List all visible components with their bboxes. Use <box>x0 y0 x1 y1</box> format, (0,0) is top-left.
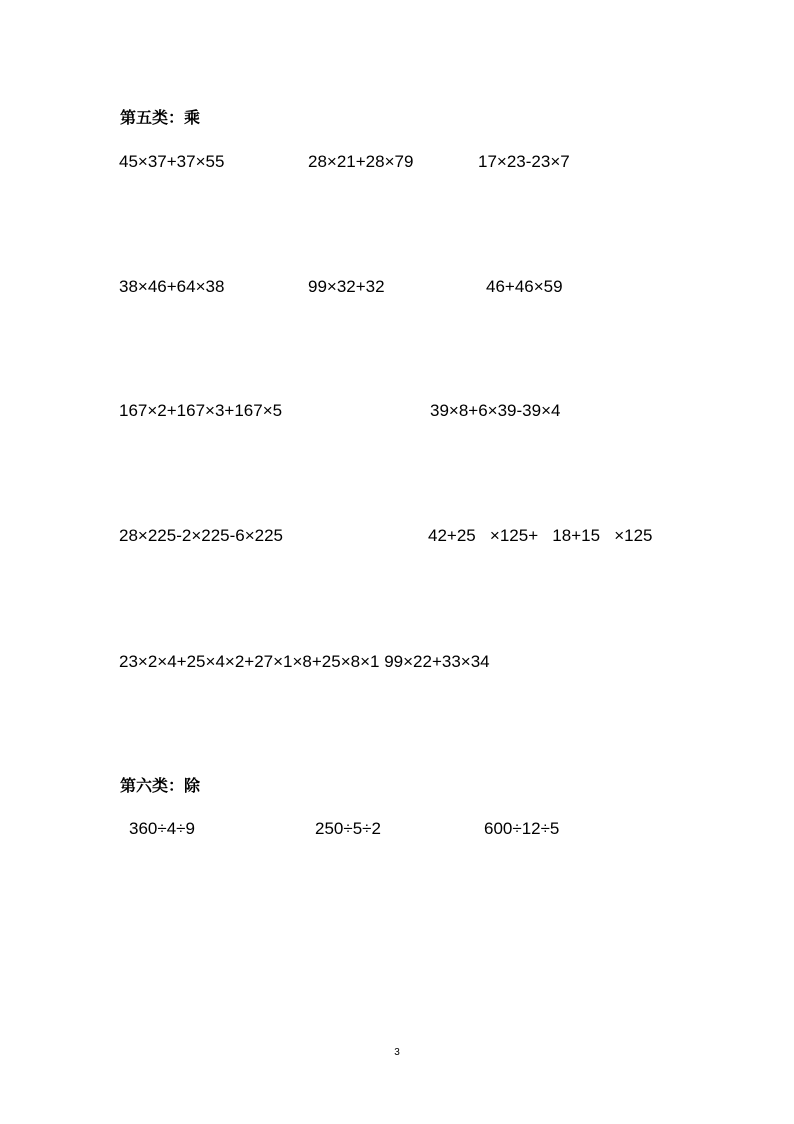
expression: 167×2+167×3+167×5 <box>119 401 283 420</box>
expression: 99×32+32 <box>308 277 385 296</box>
expression: 39×8+6×39-39×4 <box>430 401 561 420</box>
page-number: 3 <box>394 1047 400 1058</box>
expression: 38×46+64×38 <box>119 277 225 296</box>
expression: 360÷4÷9 <box>129 819 195 838</box>
expression: 23×2×4+25×4×2+27×1×8+25×8×1 99×22+33×34 <box>119 652 490 671</box>
expression: 17×23-23×7 <box>478 152 570 171</box>
expression: 28×225-2×225-6×225 <box>119 526 284 545</box>
expression: 42+25 ×125+ 18+15 ×125 <box>428 526 653 545</box>
expression: 600÷12÷5 <box>484 819 560 838</box>
expression: 46+46×59 <box>486 277 563 296</box>
expression: 250÷5÷2 <box>315 819 381 838</box>
expression: 28×21+28×79 <box>308 152 414 171</box>
section-heading-multiplication: 第五类：乘 <box>120 110 201 127</box>
section-heading-division: 第六类：除 <box>120 778 201 795</box>
expression: 45×37+37×55 <box>119 152 225 171</box>
